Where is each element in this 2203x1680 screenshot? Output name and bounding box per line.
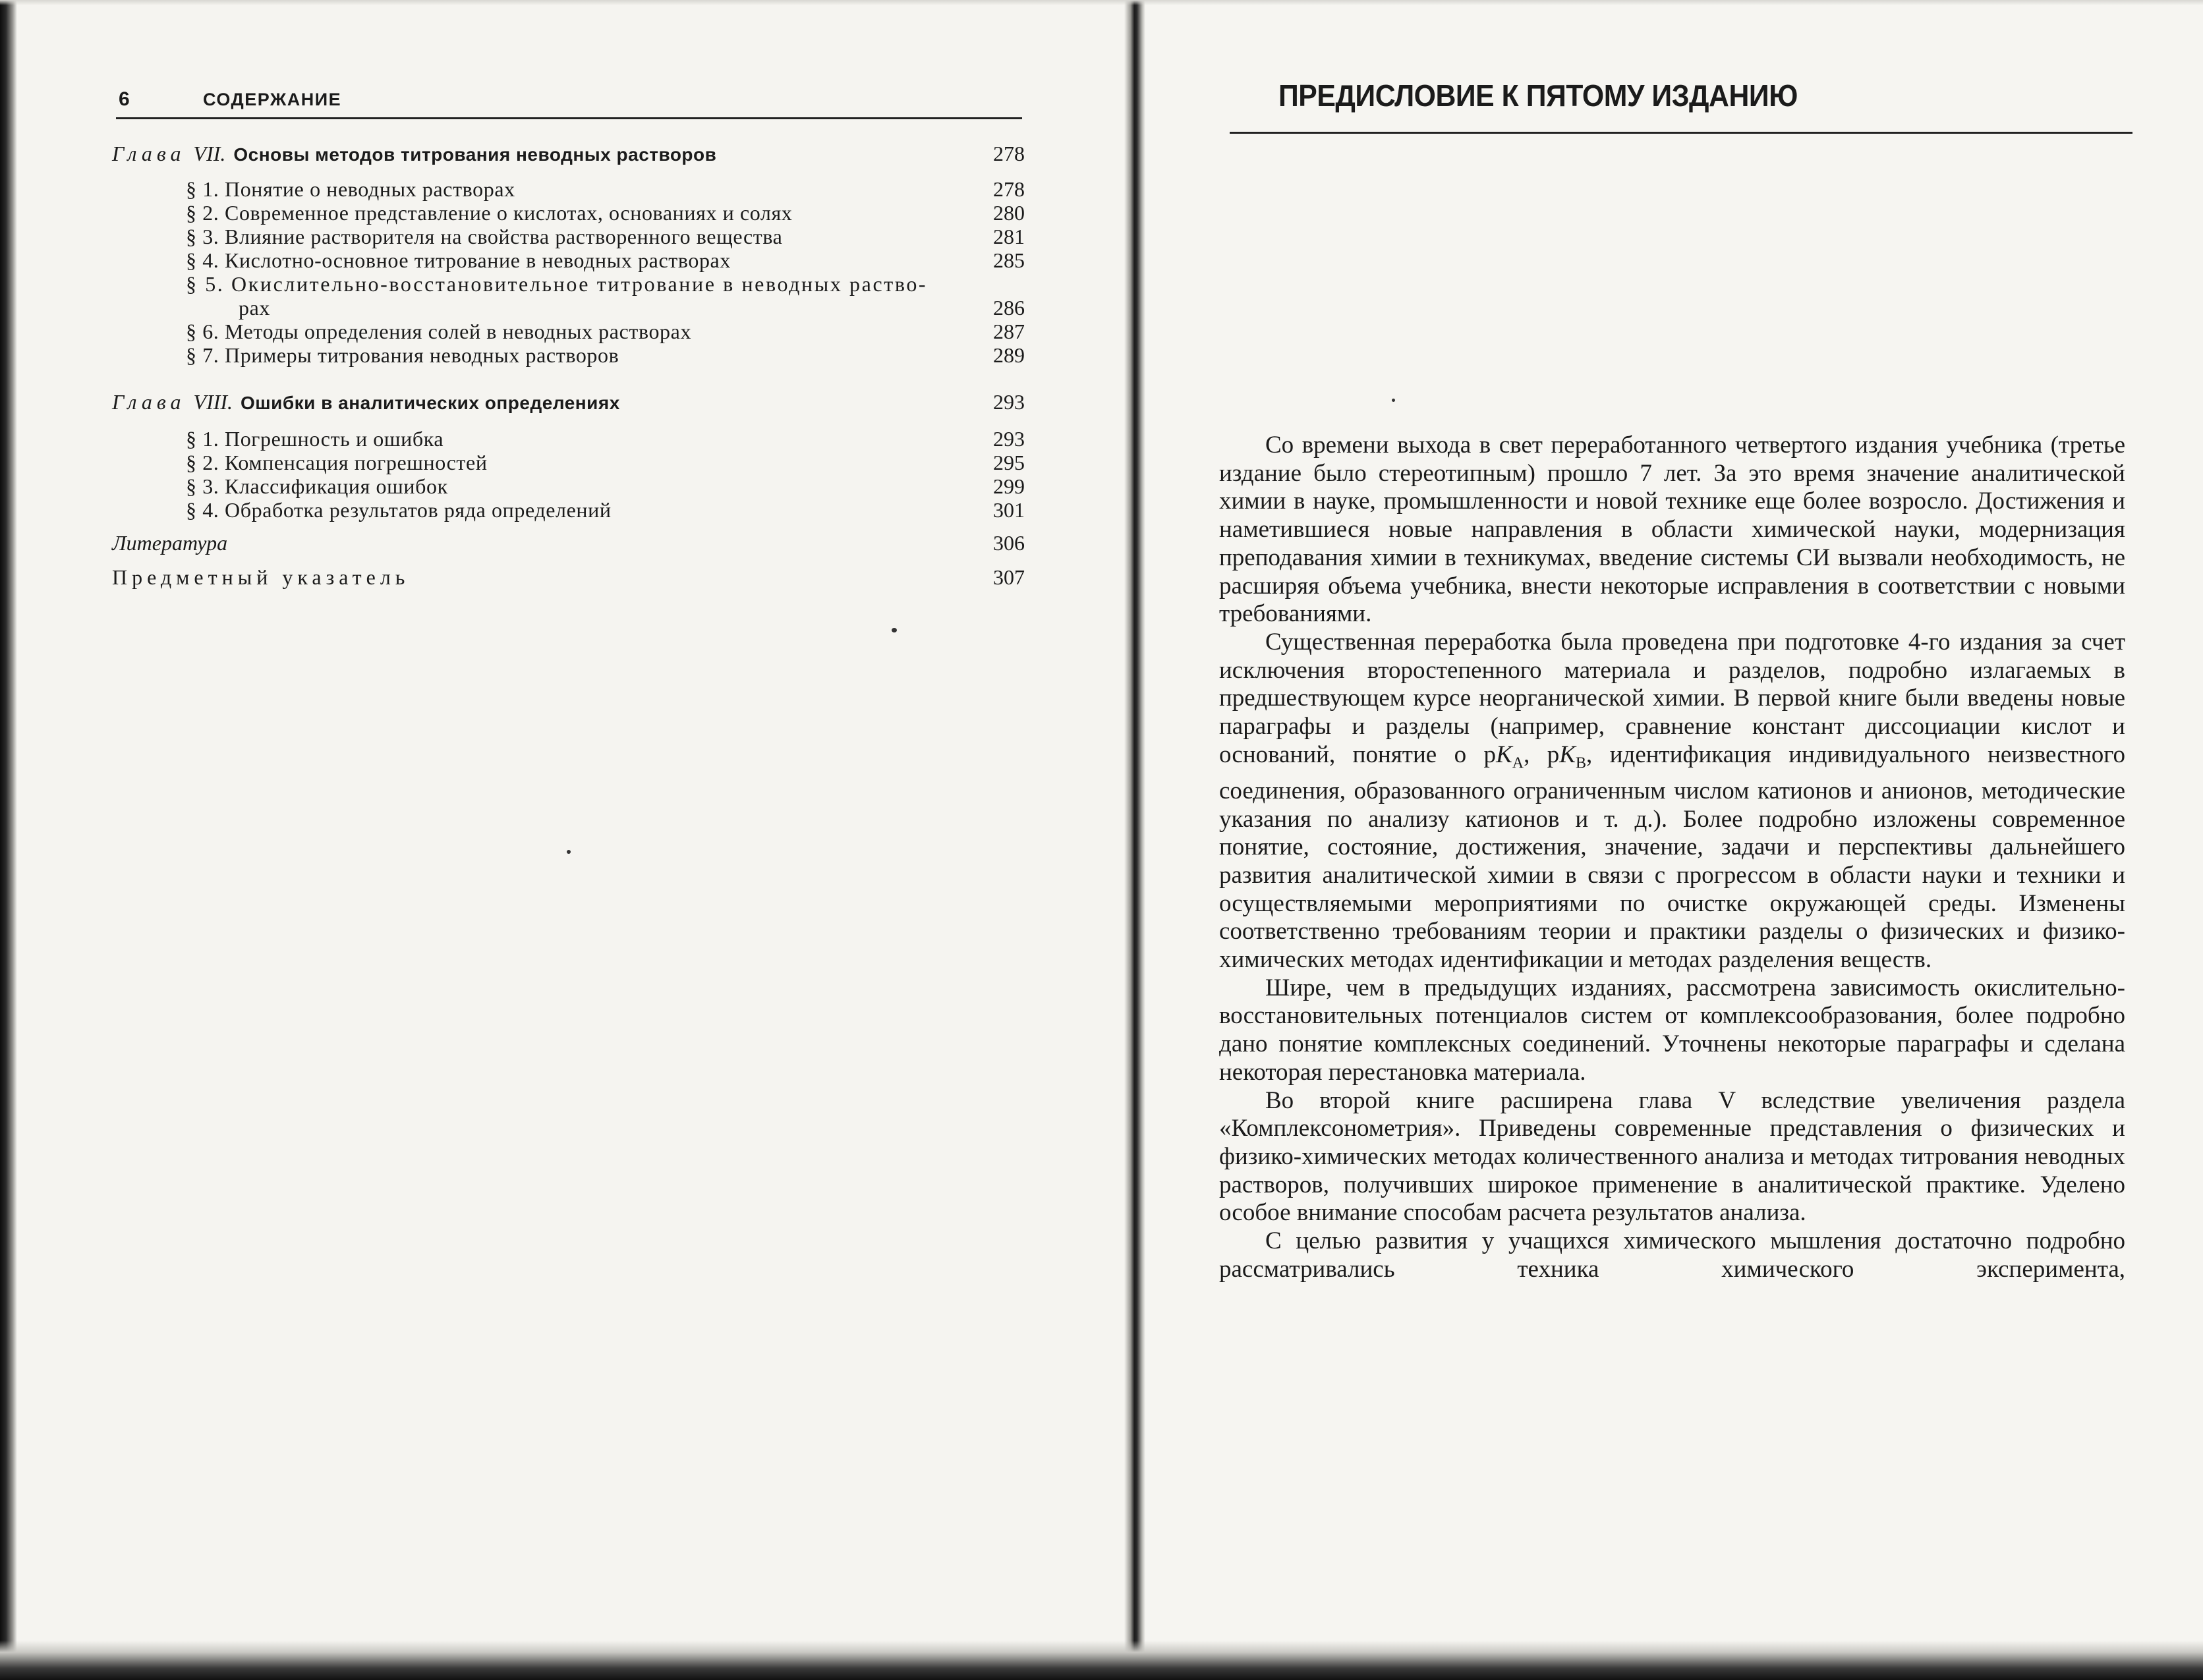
toc-chapter-8[interactable] xyxy=(112,390,1025,416)
preface-paragraph-5: С целью развития у учащихся химического мышления достаточно подробно рассматривались техника химического эксперимента, xyxy=(1219,1227,2125,1283)
toc-section-title: § 4. Обработка результатов ряда определений xyxy=(186,498,612,522)
toc-section[interactable] xyxy=(112,225,1025,251)
toc-page-number: 306 xyxy=(993,531,1025,555)
toc-section-title: § 1. Понятие о неводных растворах xyxy=(186,177,515,201)
toc-section-title: § 2. Компенсация погрешностей xyxy=(186,451,488,474)
toc-section[interactable] xyxy=(112,320,1025,346)
toc-section-title: § 3. Классификация ошибок xyxy=(186,474,448,498)
toc-page-number: 286 xyxy=(993,296,1025,320)
toc-subject-index[interactable] xyxy=(112,565,1025,592)
toc-entry-title: Предметный указатель xyxy=(112,565,410,589)
toc-section[interactable] xyxy=(112,272,1025,298)
running-header xyxy=(116,84,1022,119)
bottom-edge-shadow xyxy=(0,1640,2203,1680)
toc-page-number: 299 xyxy=(993,474,1025,498)
toc-page-number: 281 xyxy=(993,225,1025,248)
toc-page-number: 285 xyxy=(993,248,1025,272)
toc-entry-title: Литература xyxy=(112,531,228,555)
print-speck xyxy=(1392,399,1395,402)
chapter-word: Глава xyxy=(112,142,186,165)
toc-page-number: 293 xyxy=(993,390,1025,414)
left-page-edge-shadow xyxy=(0,0,17,1680)
toc-page-number: 301 xyxy=(993,498,1025,522)
toc-section[interactable] xyxy=(112,248,1025,275)
preface-paragraph-2 xyxy=(1219,629,2125,974)
book-gutter xyxy=(1124,0,1145,1680)
toc-section[interactable] xyxy=(112,474,1025,501)
paragraph-2-part-a: Существенная переработка была проведена при подготовке 4-го издания за счет исключения второстепенного материала и разделов, подробно излагаемых в предшествующем курсе неорганической химии. В первой книге были введены новые параграфы и разделы (например, сравнение констант диссоциации кислот и оснований, понятие о p xyxy=(1219,628,2125,768)
toc-page-number: 293 xyxy=(993,427,1025,451)
pk-subscript-b: B xyxy=(1575,754,1586,772)
print-speck xyxy=(567,850,571,854)
toc-literature[interactable] xyxy=(112,531,1025,557)
pk-symbol-b: K xyxy=(1559,741,1576,768)
toc-section-title: § 3. Влияние растворителя на свойства растворенного вещества xyxy=(186,225,783,248)
toc-chapter-heading xyxy=(112,142,716,166)
preface-title-rule xyxy=(1230,132,2132,134)
page-number: 6 xyxy=(119,88,130,110)
pk-symbol-a: K xyxy=(1496,741,1512,768)
toc-section-title: § 1. Погрешность и ошибка xyxy=(186,427,444,451)
paragraph-2-part-b: , идентификация индивидуального неизвестного соединения, образованного ограниченным числом катионов и анионов, методические указания по анализу катионов и т. д.). Более подробно изложены современное понятие, состояние, достижения, значение, задачи и перспективы дальнейшего развития аналитической химии в связи с прогрессом в области науки и техники и осуществляемыми мероприятиями по очистке окружающей среды. Изменены соответственно требованиям теории и практики разделы о физических и физико-химических методах идентификации и методах разделения веществ. xyxy=(1219,741,2126,974)
toc-section[interactable] xyxy=(112,177,1025,204)
toc-page-number: 289 xyxy=(993,343,1025,367)
print-speck xyxy=(892,628,897,632)
toc-section-title: § 4. Кислотно-основное титрование в неводных растворах xyxy=(186,248,731,272)
chapter-title: Ошибки в аналитических определениях xyxy=(241,393,620,413)
toc-page-number: 278 xyxy=(993,177,1025,201)
preface-paragraph-3: Шире, чем в предыдущих изданиях, рассмотрена зависимость окислительно-восстановительных потенциалов систем от комплексообразования, более подробно дано понятие комплексных соединений. Уточнены некоторые параграфы и сделана некоторая перестановка материала. xyxy=(1219,974,2125,1086)
toc-page-number: 280 xyxy=(993,201,1025,225)
toc-page-number: 307 xyxy=(993,565,1025,589)
toc-section[interactable] xyxy=(112,427,1025,453)
chapter-word: Глава xyxy=(112,390,186,414)
preface-body xyxy=(1219,432,2125,1283)
toc-section-title: § 2. Современное представление о кислотах, основаниях и солях xyxy=(186,201,793,225)
preface-title: ПРЕДИСЛОВИЕ К ПЯТОМУ ИЗДАНИЮ xyxy=(1278,78,1798,113)
toc-section[interactable] xyxy=(112,451,1025,477)
toc-chapter-heading xyxy=(112,390,620,414)
toc-section-title: § 7. Примеры титрования неводных растворов xyxy=(186,343,619,367)
toc-section-title: § 5. Окислительно-восстановительное титрование в неводных раство- xyxy=(186,272,928,296)
toc-section-title-continued: рах xyxy=(239,296,271,320)
chapter-number: VIII. xyxy=(193,390,233,414)
pk-subscript-a: A xyxy=(1512,754,1524,772)
toc-section[interactable] xyxy=(112,201,1025,227)
toc-page-number: 295 xyxy=(993,451,1025,474)
paragraph-2-separator: , p xyxy=(1524,741,1560,768)
toc-page-number: 278 xyxy=(993,142,1025,165)
chapter-number: VII. xyxy=(193,142,226,165)
preface-paragraph-1: Со времени выхода в свет переработанного четвертого издания учебника (третье издание было стереотипным) прошло 7 лет. За это время значение аналитической химии в науке, промышленности и новой технике еще более возросло. Достижения и наметившиеся новые направления в области химической науки, модернизация преподавания химии в техникумах, введение системы СИ вызвали необходимость, не расширяя объема учебника, внести некоторые исправления в соответствии с новыми требованиями. xyxy=(1219,432,2125,628)
preface-paragraph-4: Во второй книге расширена глава V вследствие увеличения раздела «Комплексонометрия». Приведены современные представления о физических и физико-химических методах количественного анализа и методах титрования неводных растворов, получивших широкое применение в аналитической практике. Уделено особое внимание способам расчета результатов анализа. xyxy=(1219,1086,2125,1227)
running-header-title: СОДЕРЖАНИЕ xyxy=(203,90,342,109)
chapter-title: Основы методов титрования неводных растворов xyxy=(233,144,717,165)
toc-section[interactable] xyxy=(112,343,1025,370)
toc-section-title: § 6. Методы определения солей в неводных растворах xyxy=(186,320,692,343)
top-shadow xyxy=(0,0,2203,5)
toc-page-number: 287 xyxy=(993,320,1025,343)
toc-chapter-7[interactable] xyxy=(112,142,1025,168)
toc-section-continued[interactable] xyxy=(112,296,1025,322)
toc-section[interactable] xyxy=(112,498,1025,524)
